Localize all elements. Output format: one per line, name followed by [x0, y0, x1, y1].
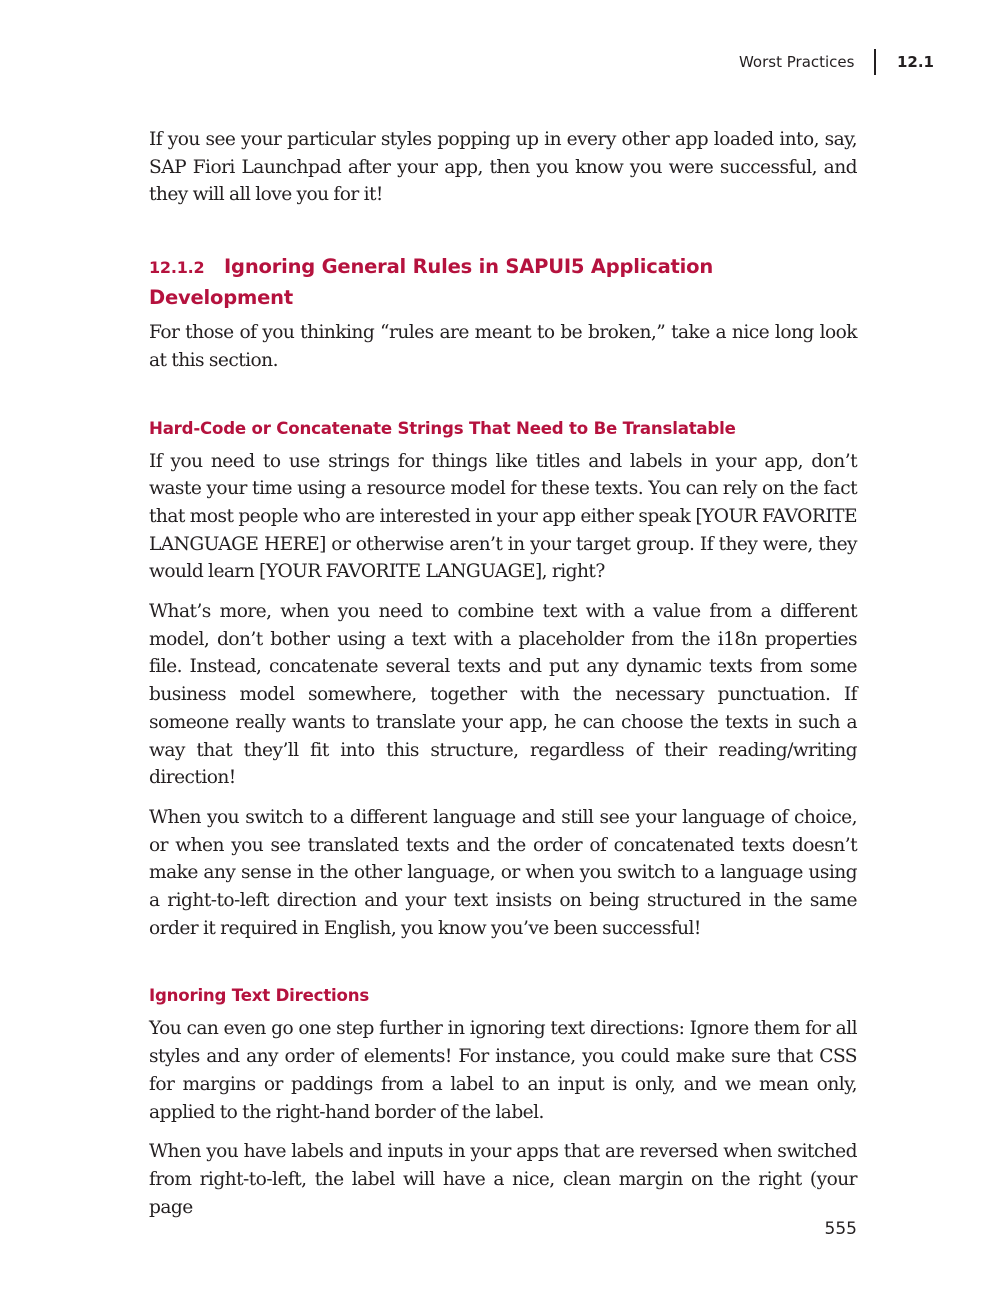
section-heading-number: 12.1.2 — [149, 258, 205, 278]
paragraph-switch-language: When you switch to a different language and still see your language of choice, or when you see translated texts and the order of concatenated texts doesn’t make any sense in the other language, or when you switch to a language using a right-to-left direction and your text insists on being structured in the same order it required in English, you know you’ve been successful! — [149, 806, 857, 939]
page-number: 555 — [824, 1219, 857, 1239]
paragraph-labels-inputs: When you have labels and inputs in your apps that are reversed when switched from right-to-left, the label will have a nice, clean margin on the right (your page — [149, 1141, 857, 1218]
paragraph-resource-model: If you need to use strings for things like titles and labels in your app, don’t waste your time using a resource model for these texts. You can rely on the fact that most people who are interested in your app either speak [YOUR FAVORITE LANGUAGE HERE] or otherwise aren’t in your target group. If they were, they would learn [YOUR FAVORITE LANGUAGE], right? — [149, 450, 857, 583]
running-head-section-number: 12.1 — [896, 53, 934, 71]
running-head — [739, 50, 934, 74]
subheading-hard-code-strings: Hard-Code or Concatenate Strings That Need to Be Translatable — [149, 418, 736, 438]
section-heading — [149, 252, 857, 313]
paragraph-concatenate: What’s more, when you need to combine text with a value from a different model, don’t bother using a text with a placeholder from the i18n properties file. Instead, concatenate several texts and put any dynamic texts from some business model somewhere, together with the necessary punctuation. If someone really wants to translate your app, he can choose the texts in such a way that they’ll fit into this structure, regardless of their reading/writing direction! — [149, 601, 857, 789]
subheading-text-directions: Ignoring Text Directions — [149, 986, 370, 1006]
paragraph-rules: For those of you thinking “rules are meant to be broken,” take a nice long look at this section. — [149, 322, 857, 371]
paragraph-ignore-directions: You can even go one step further in ignoring text directions: Ignore them for all styles and any order of elements! For instance, you could make sure that CSS for margins or paddings from a label to an input is only, and we mean only, applied to the right-hand border of the label. — [149, 1018, 857, 1123]
page-body — [149, 126, 857, 1221]
running-head-title: Worst Practices — [738, 53, 855, 71]
section-heading-title: Ignoring General Rules in SAPUI5 Application Development — [149, 255, 714, 310]
intro-paragraph: If you see your particular styles popping up in every other app loaded into, say, SAP Fiori Launchpad after your app, then you know you were successful, and they will all love you for it! — [149, 129, 857, 206]
